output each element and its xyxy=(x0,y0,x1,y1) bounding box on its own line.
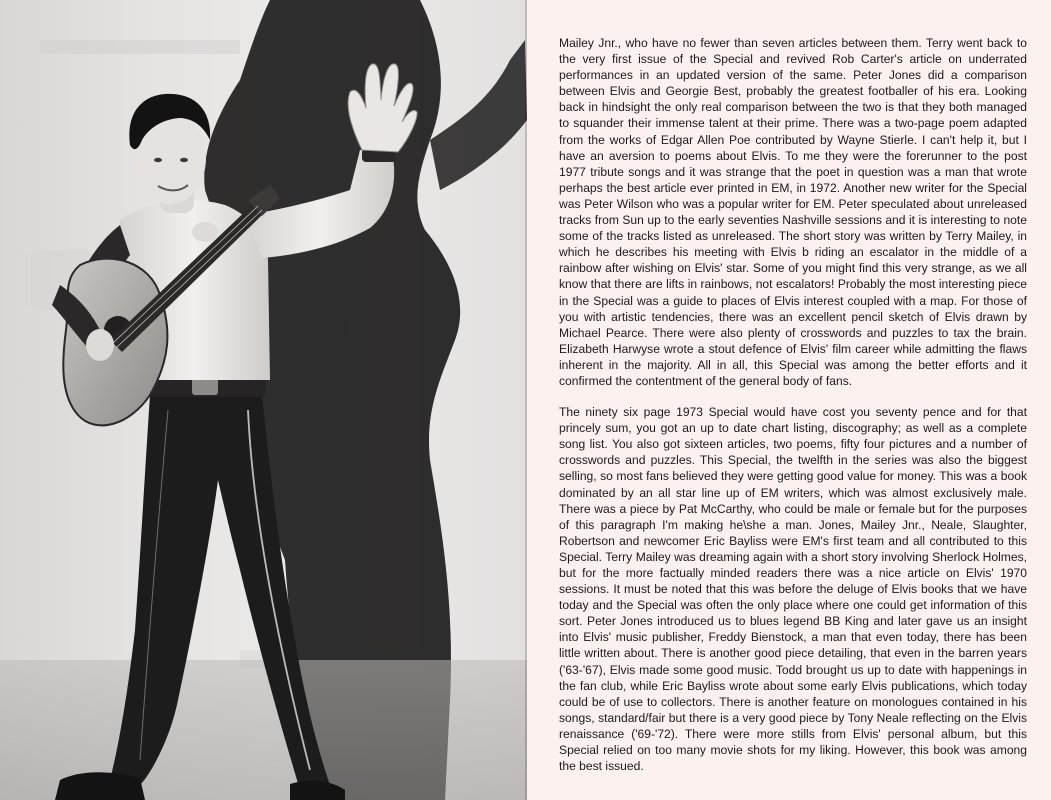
article-column xyxy=(559,35,1027,789)
fretting-hand xyxy=(192,222,218,242)
text-page xyxy=(527,0,1051,800)
strumming-hand xyxy=(86,329,114,361)
article-paragraph-1: Mailey Jnr., who have no fewer than seven articles between them. Terry went back to the very first issue of the Special and revived Rob Carter's article on underrated performances in an updated version of the same. Peter Jones did a comparison between Elvis and Georgie Best, probably the greatest footballer of his era. Looking back in hindsight the only real comparison between the two is that they both managed to squander their immense talent at their prime. There was a two-page poem adapted from the works of Edgar Allen Poe contributed by Wayne Stierle. I can't help it, but I have an aversion to poems about Elvis. To me they were the forerunner to the post 1977 tribute songs and it was strange that the poet in question was a man that wrote perhaps the best article ever printed in EM, in 1972. Another new writer for the Special was Peter Wilson who was a popular writer for EM. Peter speculated about unreleased tracks from Sun up to the early seventies Nashville sessions and it is interesting to note some of the tracks listed as unreleased. The short story was written by Terry Mailey, in which he describes his meeting with Elvis b riding an escalator in the middle of a rainbow after wishing on Elvis' star. Some of you might find this very strange, as we all know that there are lifts in rainbows, not escalators! Probably the most interesting piece in the Special was a guide to places of Elvis interest coupled with a map. For those of you with artistic tendencies, there was an excellent pencil sketch of Elvis drawn by Michael Pearce. There were also plenty of crosswords and puzzles to tax the brain. Elizabeth Harwyse wrote a stout defence of Elvis' film career while admitting the flaws inherent in the majority. All in all, this Special was among the better efforts and it confirmed the contentment of the general body of fans. xyxy=(559,36,1027,388)
bleed-through-mark xyxy=(40,40,240,54)
article-paragraph-2: The ninety six page 1973 Special would have cost you seventy pence and for that princely sum, you got an up to date chart listing, discography; as well as a complete song list. You also got sixteen articles, two poems, fifty four pictures and a number of crosswords and puzzles. This Special, the twelfth in the series was also the biggest selling, so most fans believed they were getting good value for money. This was a book dominated by an all star line up of EM writers, which was almost exclusively male. There was a piece by Pat McCarthy, who could be male or female but for the purposes of this paragraph I'm making he\she a man. Jones, Mailey Jnr., Neale, Slaughter, Robertson and newcomer Eric Bayliss were EM's first team and all contributed to this Special. Terry Mailey was dreaming again with a short story involving Sherlock Holmes, but for the more factually minded readers there was a nice article on Elvis' 1970 sessions. It must be noted that this was before the deluge of Elvis books that we have today and the Special was often the only place where one could get information of this sort. Peter Jones introduced us to blues legend BB King and later gave us an insight into Elvis' music publisher, Freddy Bienstock, a man that even today, there has been little written about. There is another good piece detailing, that even in the barren years ('63-'67), Elvis made some good music. Todd brought us up to date with happenings in the fan club, while Eric Bayliss wrote about some early Elvis publications, which today could be of use to collectors. There is another feature on monologues contained in his songs, standard/fair but there is a very good piece by Tony Neale reflecting on the Elvis renaissance ('69-'72). There were more stills from Elvis' personal album, but this Special relied on too many movie shots for my liking. However, this book was among the best issued. xyxy=(559,405,1027,774)
right-eye xyxy=(180,158,188,162)
left-eye xyxy=(154,158,162,162)
shadow-arm xyxy=(430,40,527,190)
